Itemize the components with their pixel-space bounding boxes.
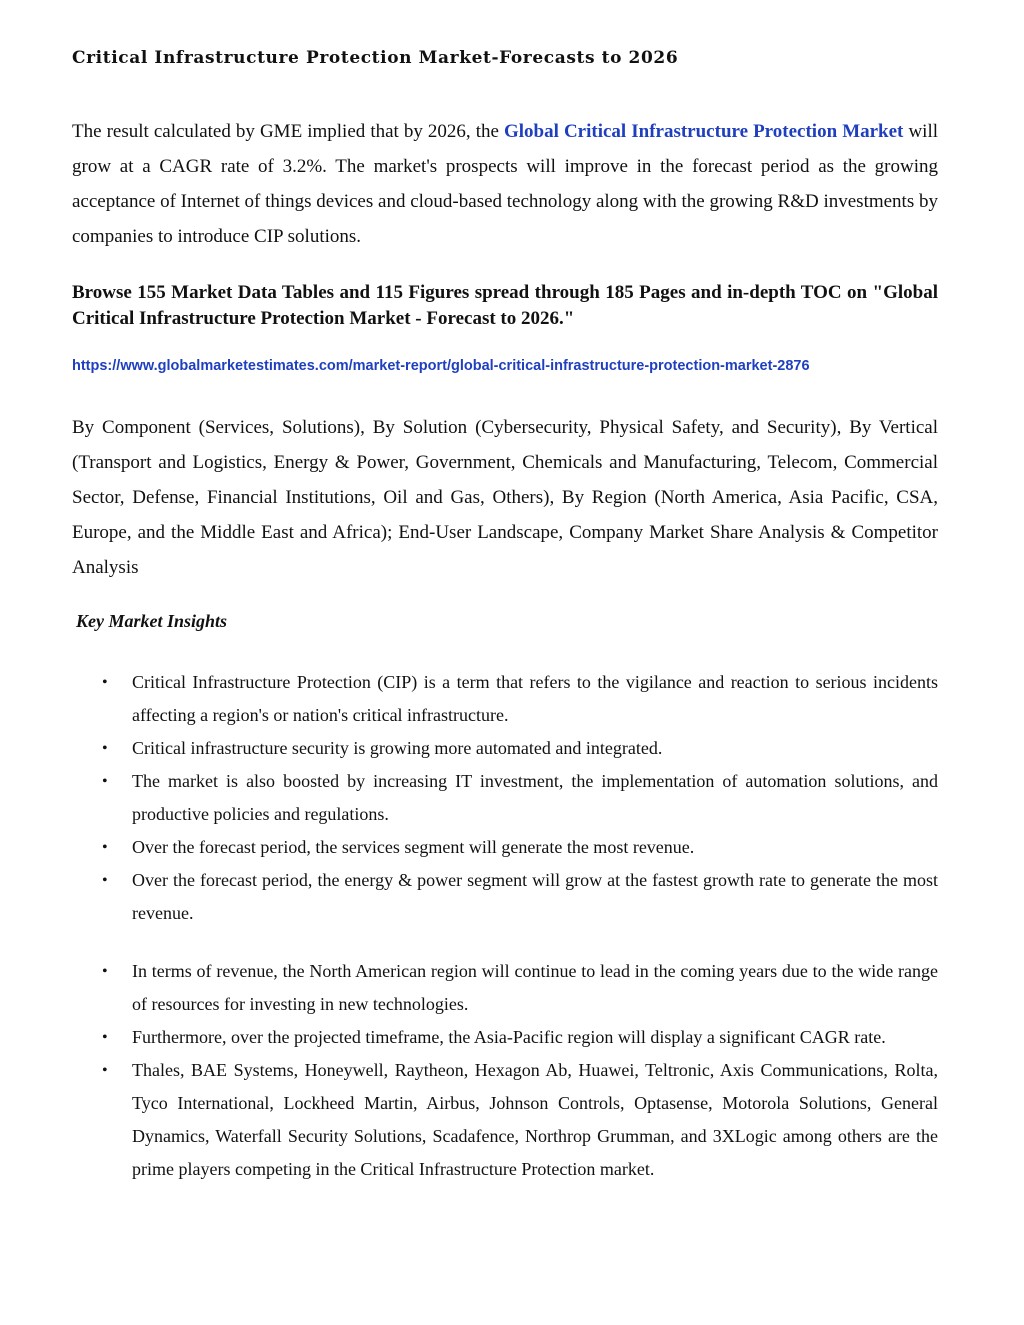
- bullet-icon: •: [102, 1062, 108, 1079]
- list-item-text: Thales, BAE Systems, Honeywell, Raytheon, Hexagon Ab, Huawei, Teltronic, Axis Communications, Rolta, Tyco International, Lockheed Martin, Airbus, Johnson Controls, Optasense, Motorola Solutions, General Dynamics, Waterfall Security Solutions, Scadafence, Northrop Grumman, and 3XLogic among others are the prime players competing in the Critical Infrastructure Protection market.: [132, 1060, 938, 1179]
- market-report-link[interactable]: Global Critical Infrastructure Protection Market: [503, 121, 904, 142]
- list-item: [72, 1054, 938, 1186]
- list-item-text: Critical infrastructure security is growing more automated and integrated.: [132, 738, 663, 758]
- list-item: [72, 1021, 938, 1054]
- list-item-text: The market is also boosted by increasing IT investment, the implementation of automation solutions, and productive policies and regulations.: [132, 771, 938, 824]
- bullet-icon: •: [102, 872, 108, 889]
- list-item: [72, 864, 938, 930]
- report-url-link[interactable]: https://www.globalmarketestimates.com/market-report/global-critical-infrastructure-protection-market-2876: [72, 358, 810, 374]
- list-item-text: In terms of revenue, the North American region will continue to lead in the coming years due to the wide range of resources for investing in new technologies.: [132, 961, 938, 1014]
- key-market-insights-heading: Key Market Insights: [76, 611, 228, 631]
- segmentation-paragraph: By Component (Services, Solutions), By Solution (Cybersecurity, Physical Safety, and Security), By Vertical (Transport and Logistics, Energy & Power, Government, Chemicals and Manufacturing, Telecom, Commercial Sector, Defense, Financial Institutions, Oil and Gas, Others), By Region (North America, Asia Pacific, CSA, Europe, and the Middle East and Africa); End-User Landscape, Company Market Share Analysis & Competitor Analysis: [72, 417, 938, 578]
- bullet-icon: •: [102, 674, 108, 691]
- list-item: [72, 831, 938, 864]
- list-item-text: Over the forecast period, the services segment will generate the most revenue.: [132, 837, 695, 857]
- insights-list-secondary: [72, 955, 938, 1186]
- insights-list-primary: [72, 666, 938, 930]
- document-title: Critical Infrastructure Protection Market-Forecasts to 2026: [72, 48, 679, 68]
- bullet-icon: •: [102, 773, 108, 790]
- bullet-icon: •: [102, 839, 108, 856]
- list-item-text: Critical Infrastructure Protection (CIP) is a term that refers to the vigilance and reaction to serious incidents affecting a region's or nation's critical infrastructure.: [132, 672, 938, 725]
- intro-text-after: will grow at a CAGR rate of 3.2%. The market's prospects will improve in the forecast period as the growing acceptance of Internet of things devices and cloud-based technology along with the growing R&D investments by companies to introduce CIP solutions.: [72, 121, 938, 247]
- list-item-text: Over the forecast period, the energy & power segment will grow at the fastest growth rate to generate the most revenue.: [132, 870, 938, 923]
- list-item-text: Furthermore, over the projected timeframe, the Asia-Pacific region will display a significant CAGR rate.: [132, 1027, 886, 1047]
- bullet-icon: •: [102, 963, 108, 980]
- list-item: [72, 765, 938, 831]
- list-item: [72, 955, 938, 1021]
- browse-paragraph: Browse 155 Market Data Tables and 115 Figures spread through 185 Pages and in-depth TOC on "Global Critical Infrastructure Protection Market - Forecast to 2026.": [72, 282, 938, 329]
- bullet-icon: •: [102, 1029, 108, 1046]
- intro-paragraph: [72, 114, 938, 254]
- intro-text-before: The result calculated by GME implied that by 2026, the: [72, 121, 504, 142]
- list-item: [72, 666, 938, 732]
- list-item: [72, 732, 938, 765]
- bullet-icon: •: [102, 740, 108, 757]
